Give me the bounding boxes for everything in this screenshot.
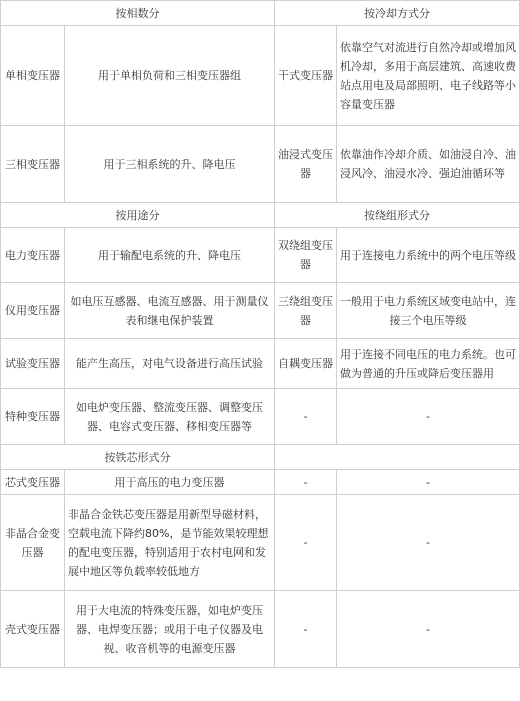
core-dash: - [275, 591, 337, 668]
winding-desc: 用于连接电力系统中的两个电压等级 [337, 228, 520, 283]
use-desc: 如电压互感器、电流互感器、用于测量仪表和继电保护装置 [65, 283, 275, 339]
cooling-desc: 依靠空气对流进行自然冷却或增加风机冷却，多用于高层建筑、高速收费站点用电及局部照明、电子线路等小容量变压器 [337, 26, 520, 126]
winding-desc: - [337, 389, 520, 445]
phase-desc: 用于三相系统的升、降电压 [65, 126, 275, 203]
winding-name: 三绕组变压器 [275, 283, 337, 339]
winding-desc: 一般用于电力系统区域变电站中，连接三个电压等级 [337, 283, 520, 339]
use-desc: 如电炉变压器、整流变压器、调整变压器、电容式变压器、移相变压器等 [65, 389, 275, 445]
core-name: 非晶合金变压器 [1, 495, 65, 591]
header-by-winding: 按绕组形式分 [275, 203, 520, 228]
winding-desc: 用于连接不同电压的电力系统。也可做为普通的升压或降后变压器用 [337, 339, 520, 389]
use-desc: 能产生高压，对电气设备进行高压试验 [65, 339, 275, 389]
header-by-core: 按铁芯形式分 [1, 445, 275, 470]
phase-name: 三相变压器 [1, 126, 65, 203]
cooling-name: 干式变压器 [275, 26, 337, 126]
core-desc: 非晶合金铁芯变压器是用新型导磁材料，空载电流下降约80%，是节能效果较理想的配电变压器，特别适用于农村电网和发展中地区等负载率较低地方 [65, 495, 275, 591]
core-dash: - [275, 495, 337, 591]
core-name: 壳式变压器 [1, 591, 65, 668]
header-by-cooling: 按冷却方式分 [275, 1, 520, 26]
header-by-use: 按用途分 [1, 203, 275, 228]
use-desc: 用于输配电系统的升、降电压 [65, 228, 275, 283]
header-empty [275, 445, 520, 470]
core-desc: 用于高压的电力变压器 [65, 470, 275, 495]
phase-desc: 用于单相负荷和三相变压器组 [65, 26, 275, 126]
use-name: 电力变压器 [1, 228, 65, 283]
cooling-desc: 依靠油作冷却介质、如油浸自冷、油浸风冷、油浸水冷、强迫油循环等 [337, 126, 520, 203]
cooling-name: 油浸式变压器 [275, 126, 337, 203]
winding-name: 双绕组变压器 [275, 228, 337, 283]
use-name: 试验变压器 [1, 339, 65, 389]
winding-name: - [275, 389, 337, 445]
core-dash: - [275, 470, 337, 495]
use-name: 仪用变压器 [1, 283, 65, 339]
core-dash: - [337, 470, 520, 495]
winding-name: 自耦变压器 [275, 339, 337, 389]
core-dash: - [337, 591, 520, 668]
core-desc: 用于大电流的特殊变压器，如电炉变压器、电焊变压器；或用于电子仪器及电视、收音机等的电源变压器 [65, 591, 275, 668]
core-name: 芯式变压器 [1, 470, 65, 495]
header-by-phase: 按相数分 [1, 1, 275, 26]
core-dash: - [337, 495, 520, 591]
use-name: 特种变压器 [1, 389, 65, 445]
phase-name: 单相变压器 [1, 26, 65, 126]
